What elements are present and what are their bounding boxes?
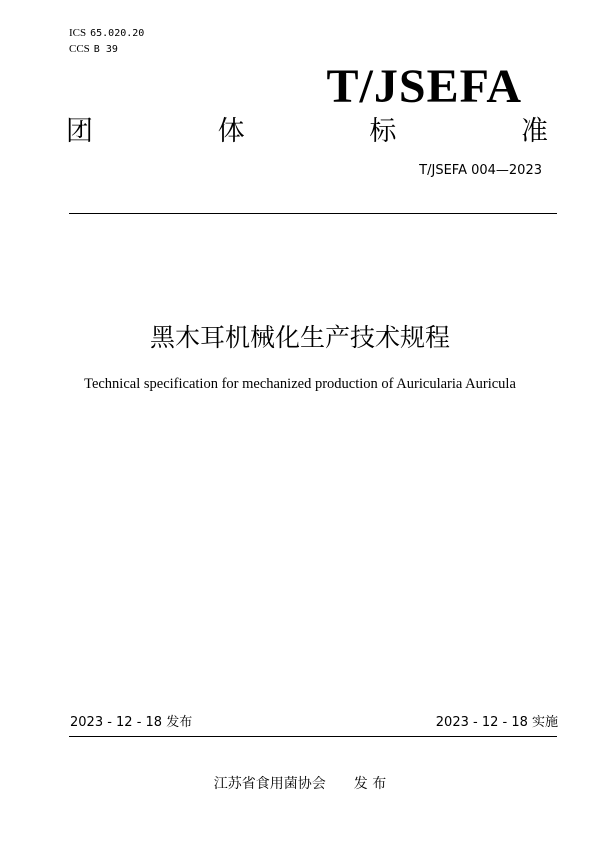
- issue-date: 2023 - 12 - 18 发布: [70, 715, 193, 730]
- standard-type-char: 准: [520, 116, 548, 147]
- standard-type: [66, 115, 548, 149]
- ics-label: ICS: [69, 27, 87, 39]
- ics-classification: [69, 26, 144, 41]
- ics-value: 65.020.20: [90, 28, 145, 39]
- document-title-english: Technical specification for mechanized production of Auricularia Auricula: [84, 376, 516, 392]
- standard-number: T/JSEFA 004—2023: [419, 163, 542, 178]
- ccs-value: B 39: [93, 44, 118, 55]
- ccs-classification: [69, 42, 118, 57]
- standard-type-char: 体: [217, 116, 245, 147]
- implementation-date: 2023 - 12 - 18 实施: [435, 715, 558, 730]
- header-divider: [69, 213, 557, 214]
- organization-code: T/JSEFA: [326, 60, 522, 113]
- publisher: [0, 775, 600, 793]
- publisher-organization: 江苏省食用菌协会: [213, 776, 326, 792]
- publish-label: 发 布: [353, 776, 387, 792]
- ccs-label: CCS: [69, 43, 90, 55]
- standard-type-char: 标: [369, 116, 397, 147]
- standard-type-char: 团: [66, 116, 93, 147]
- document-title-chinese: 黑木耳机械化生产技术规程: [149, 323, 450, 352]
- footer-divider: [69, 736, 557, 737]
